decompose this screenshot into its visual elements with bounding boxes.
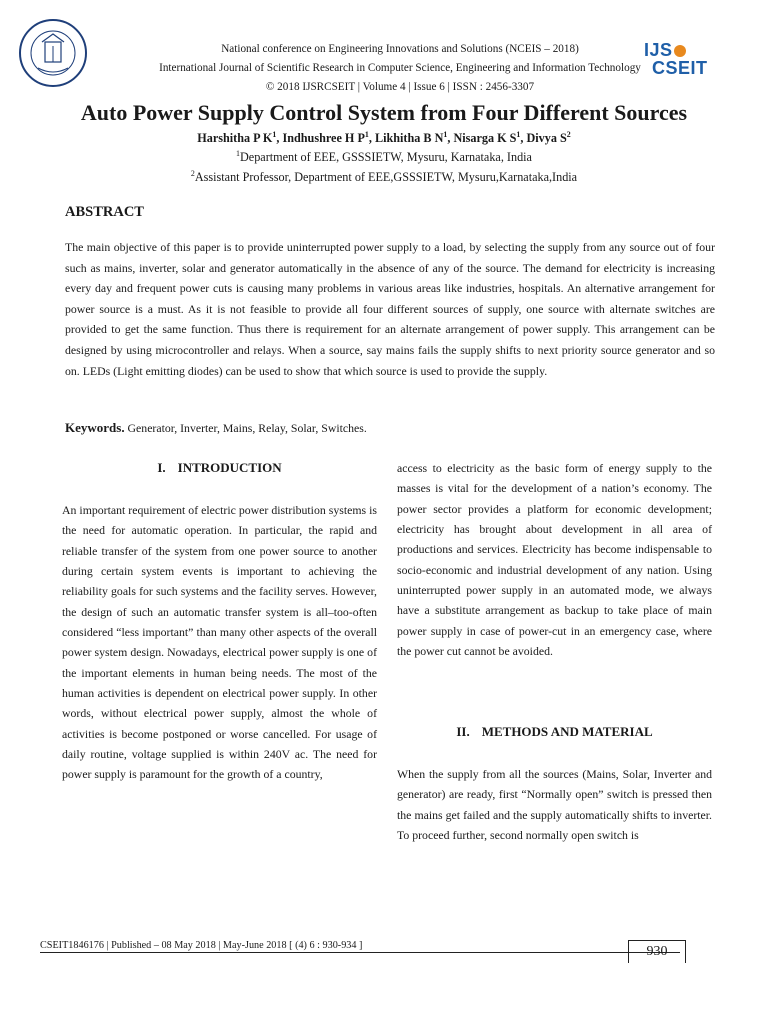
footer-divider — [40, 952, 680, 953]
abstract-text: The main objective of this paper is to provide uninterrupted power supply to a load, by selecting the supply from any source out of four such as mains, inverter, solar and generator automatically in the absence of any of the source. The demand for electricity is increasing every day and frequent power cuts is causing many problems in various areas like industries, hospitals. An alternative arrangement for power source is a must. As it is not feasible to provide all four different sources of supply, one source with alternate switches are provided to get the same function. Thus there is requirement for an alternate arrangement of power supply. This arrangement can be designed by using microcontroller and relays. When a source, say mains fails the supply shifts to next priority source generator and so on. LEDs (Light emitting diodes) can be used to show that which source is used to provide the supply. — [65, 240, 715, 378]
affiliation-sup: 2 — [190, 168, 195, 178]
methods-text: When the supply from all the sources (Mains, Solar, Inverter and generator) are ready, first “Normally open” switch is pressed then the mains get failed and the supply automatically shifts to inverter. To proceed further, second normally open switch is — [397, 767, 712, 843]
section-heading-methods — [397, 724, 712, 740]
section-number: II. — [456, 724, 470, 739]
logo-text-bottom: CSEIT — [652, 58, 708, 78]
affiliation-2 — [30, 170, 738, 185]
section-heading-introduction — [62, 460, 377, 476]
issn-line: © 2018 IJSRCSEIT | Volume 4 | Issue 6 | ISSN : 2456-3307 — [265, 81, 535, 93]
affiliation-text: Department of EEE, GSSSIETW, Mysuru, Karnataka, India — [239, 150, 532, 164]
author-name: Harshitha P K — [197, 131, 273, 145]
logo-text-top: IJS — [644, 40, 673, 60]
section-title: METHODS AND MATERIAL — [481, 724, 653, 739]
author-sup: 2 — [566, 129, 571, 139]
author-list: Harshitha P $K^1$, Indhushree H $P^1$, Likhitha B $N^1$, Nisarga K $S^1$, Divya $S^2$ — [197, 129, 571, 145]
author-sup: 1 — [272, 129, 277, 139]
author-sup: 1 — [364, 129, 369, 139]
keywords-label: Keywords. — [65, 420, 125, 435]
institution-seal-logo — [18, 18, 88, 88]
author-name: Likhitha B N — [374, 131, 444, 145]
author-sup: 1 — [516, 129, 521, 139]
affiliation-1 — [30, 150, 738, 165]
section-title: INTRODUCTION — [177, 460, 282, 475]
keywords-list: Generator, Inverter, Mains, Relay, Solar, Switches. — [124, 421, 367, 435]
author-name: Indhushree H P — [282, 131, 365, 145]
section-number: I. — [157, 460, 166, 475]
keywords — [65, 418, 715, 438]
introduction-left-column: An important requirement of electric power distribution systems is the need for automatic operation. In particular, the rapid and reliable transfer of the system from one power source to another during certain system events is important to achieving the reliability goals for such systems and the facility serves. However, the design of such an automatic transfer system is all–too-often considered “less important” than many other aspects of the overall power system design. Nowadays, electrical power supply is one of the important elements in human being needs. The most of the human activities is dependent on electrical power supply. In other words, without electrical power supply, almost the whole of activities is become postponed or worse cancelled. For usage of daily routine, voltage supplied is within 240V ac. The need for power supply is paramount for the growth of a country, — [62, 503, 377, 782]
abstract-heading: ABSTRACT — [65, 204, 144, 220]
introduction-right-column: access to electricity as the basic form of energy supply to the masses is vital for the development of a nation’s economy. The power sector provides a platform for economic development; electricity has brought about development in all area of productions and services. Electricity has become indispensable to socio-economic and industrial development of any nation. Using uninterrupted power supply in an automated mode, we always have a substitute arrangement as backup to take place of main power supply in case of power-cut in an emergency case, where the power cut cannot be avoided. — [397, 461, 712, 659]
conference-line: National conference on Engineering Innovations and Solutions (NCEIS – 2018) — [221, 43, 579, 55]
journal-line: International Journal of Scientific Research in Computer Science, Engineering and Information Technology — [159, 62, 641, 74]
page-number: 930 — [628, 940, 686, 963]
paper-title: Auto Power Supply Control System from Four Different Sources — [80, 100, 688, 125]
author-name: Divya S — [526, 131, 567, 145]
author-name: Nisarga K S — [453, 131, 517, 145]
author-sup: 1 — [443, 129, 448, 139]
affiliation-sup: 1 — [236, 148, 240, 158]
footer-citation: CSEIT1846176 | Published – 08 May 2018 | May-June 2018 [ (4) 6 : 930-934 ] — [40, 940, 363, 951]
affiliation-text: Assistant Professor, Department of EEE,GSSSIETW, Mysuru,Karnataka,India — [194, 170, 578, 184]
